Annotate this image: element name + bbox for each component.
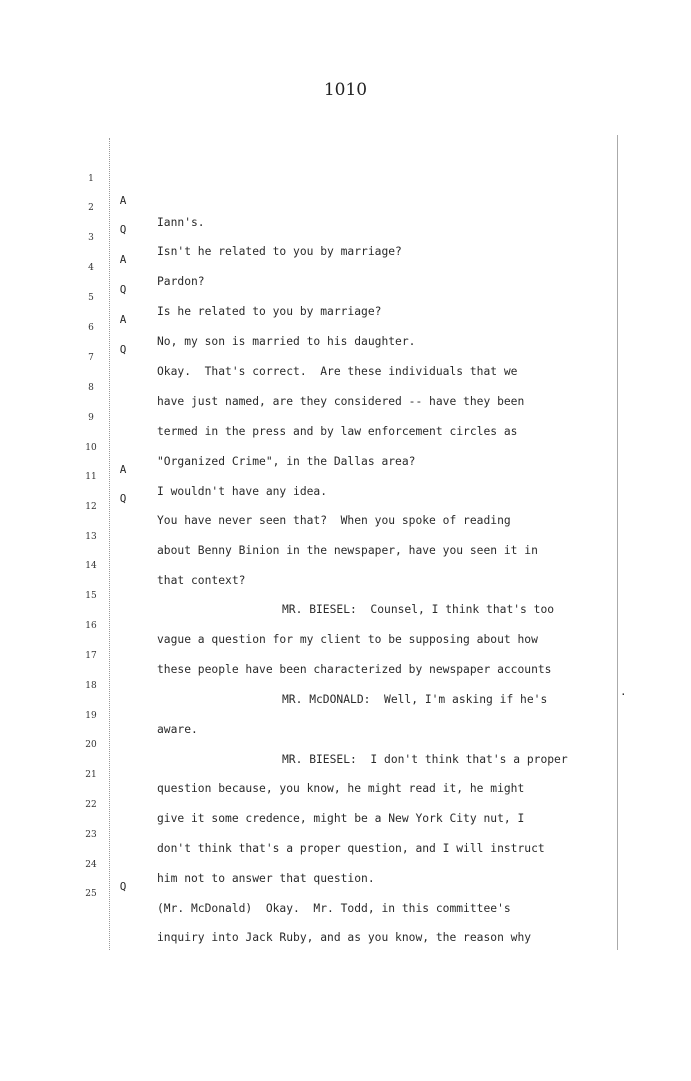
line-text: MR. BIESEL: I don't think that's a proper <box>282 753 568 766</box>
line-number: 7 <box>88 353 94 363</box>
line-text: Iann's. <box>157 216 205 229</box>
line-number: 14 <box>85 561 97 571</box>
line-text: Is he related to you by marriage? <box>157 305 382 318</box>
line-text: Okay. That's correct. Are these individuals that we <box>157 365 518 378</box>
speaker-label: Q <box>119 880 127 893</box>
line-text: give it some credence, might be a New York City nut, I <box>157 812 525 825</box>
line-number: 12 <box>85 502 97 512</box>
line-number: 8 <box>88 383 94 393</box>
line-number: 16 <box>85 621 97 631</box>
line-text: "Organized Crime", in the Dallas area? <box>157 455 416 468</box>
line-number: 22 <box>85 800 97 810</box>
line-number: 21 <box>85 770 97 780</box>
speaker-label: A <box>119 463 127 476</box>
line-text: No, my son is married to his daughter. <box>157 335 416 348</box>
line-number: 13 <box>85 532 97 542</box>
line-text: MR. McDONALD: Well, I'm asking if he's <box>282 693 548 706</box>
line-text: You have never seen that? When you spoke of reading <box>157 514 511 527</box>
speaker-label: Q <box>119 343 127 356</box>
line-number: 23 <box>85 830 97 840</box>
transcript-line <box>0 146 691 229</box>
line-text: MR. BIESEL: Counsel, I think that's too <box>282 603 555 616</box>
line-number: 9 <box>88 413 94 423</box>
line-text: don't think that's a proper question, and I will instruct <box>157 842 545 855</box>
line-number: 5 <box>88 293 94 303</box>
speaker-label: Q <box>119 223 127 236</box>
line-text: aware. <box>157 723 198 736</box>
line-number: 3 <box>88 233 94 243</box>
line-text: him not to answer that question. <box>157 872 375 885</box>
speaker-label: Q <box>119 492 127 505</box>
line-number: 10 <box>85 443 97 453</box>
page-number: 1010 <box>323 80 368 100</box>
line-number: 24 <box>85 860 97 870</box>
trailing-period: . <box>620 685 627 698</box>
speaker-label: A <box>119 253 127 266</box>
line-text: termed in the press and by law enforcement circles as <box>157 425 518 438</box>
line-number: 4 <box>88 263 94 273</box>
line-number: 1 <box>88 174 94 184</box>
line-number: 11 <box>85 472 97 482</box>
line-text: Pardon? <box>157 275 205 288</box>
line-text: Isn't he related to you by marriage? <box>157 245 402 258</box>
line-text: have just named, are they considered -- have they been <box>157 395 525 408</box>
line-text: question because, you know, he might read it, he might <box>157 782 525 795</box>
speaker-label: Q <box>119 283 127 296</box>
line-text: (Mr. McDonald) Okay. Mr. Todd, in this committee's <box>157 902 511 915</box>
line-text: inquiry into Jack Ruby, and as you know, the reason why <box>157 931 532 944</box>
line-number: 6 <box>88 323 94 333</box>
speaker-label: A <box>119 194 127 207</box>
speaker-label: A <box>119 313 127 326</box>
line-number: 19 <box>85 711 97 721</box>
line-number: 20 <box>85 740 97 750</box>
line-text: I wouldn't have any idea. <box>157 485 328 498</box>
line-number: 17 <box>85 651 97 661</box>
line-number: 2 <box>88 203 94 213</box>
line-number: 18 <box>85 681 97 691</box>
line-text: vague a question for my client to be supposing about how <box>157 633 538 646</box>
line-number: 25 <box>85 889 97 899</box>
line-number: 15 <box>85 591 97 601</box>
line-text: that context? <box>157 574 246 587</box>
line-text: these people have been characterized by newspaper accounts <box>157 663 552 676</box>
line-text: about Benny Binion in the newspaper, have you seen it in <box>157 544 538 557</box>
